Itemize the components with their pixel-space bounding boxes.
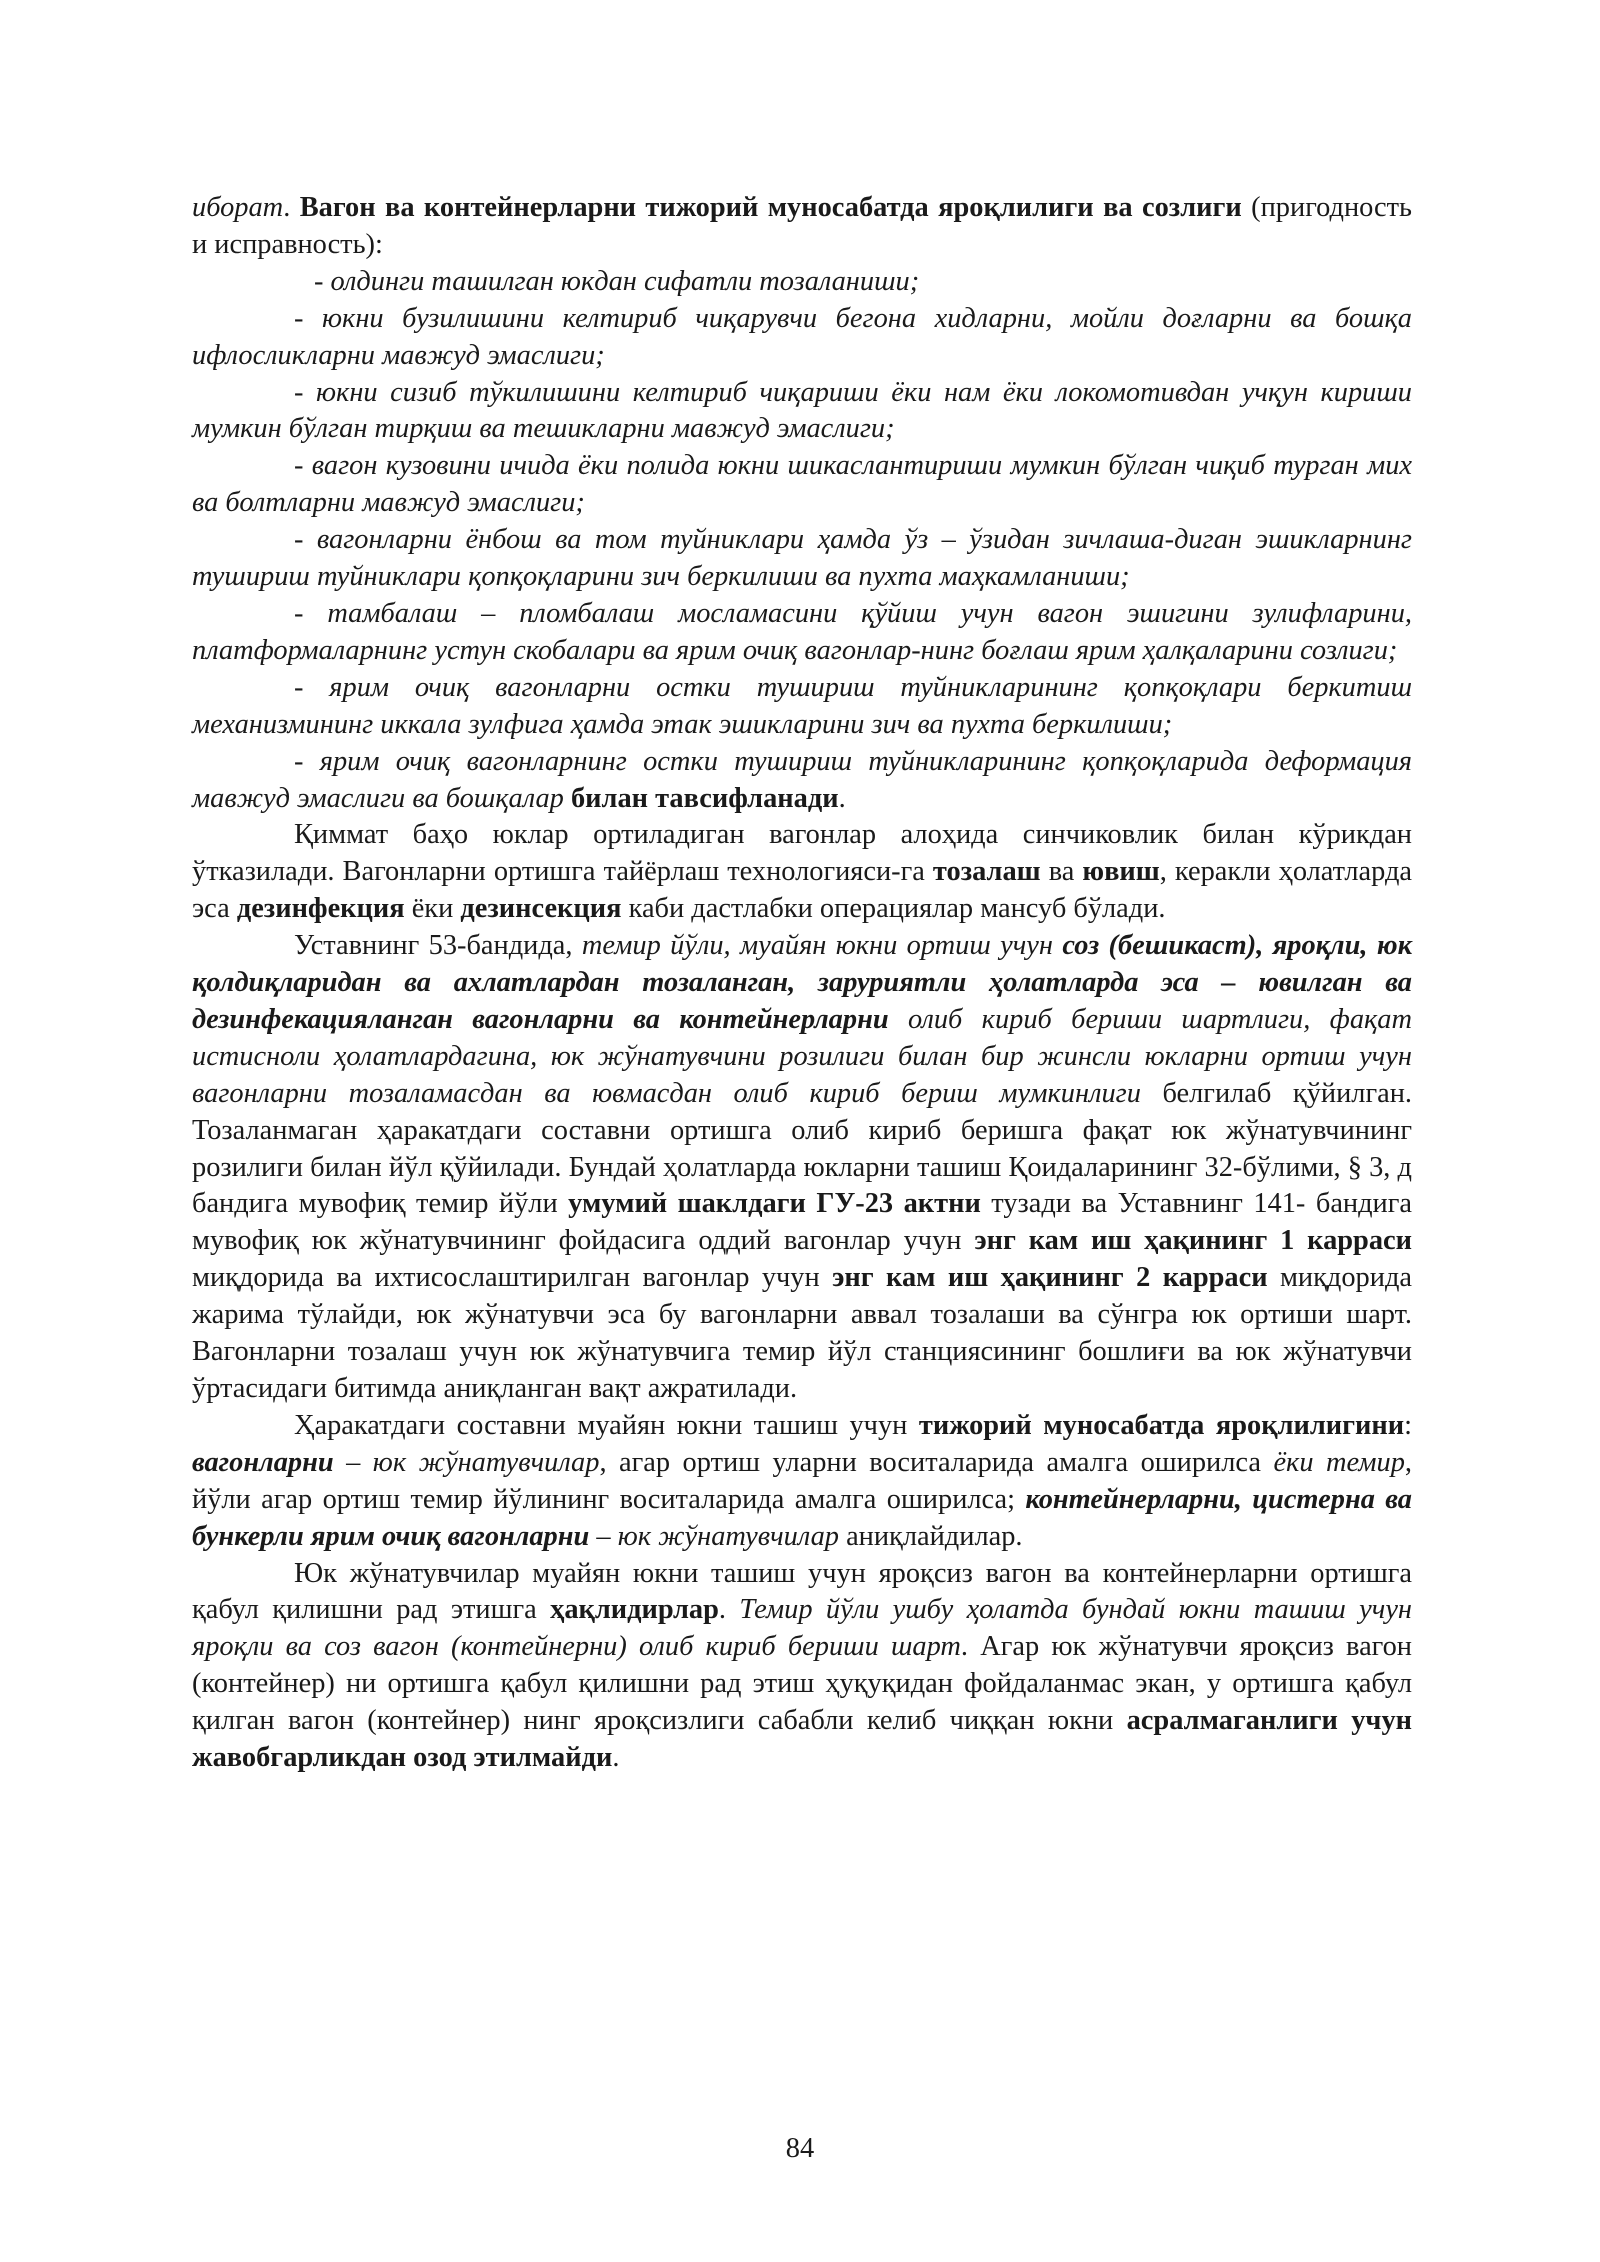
text-run: дезинфекция: [236, 893, 405, 925]
text-run: асралмаганлиги учун жавобгарликдан озод этилмайди: [192, 1705, 1412, 1774]
text-run: олиб кириб бериши шартлиги, фақат истисноли ҳолатлардагина, юк жўнатувчини розилиги билан бир жинсли юкларни ортиш учун вагонларни тозаламасдан ва ювмасдан олиб кириб бериш мумкинлиги: [192, 1003, 1412, 1109]
text-run: миқдорида ва ихтисослаштирилган вагонлар учун: [192, 1262, 833, 1294]
text-run: Темир йўли ушбу ҳолатда бундай юкни ташиш учун яроқли ва соз вагон (контейнерни) олиб кириб бериши шарт: [192, 1594, 1413, 1663]
text-run: иборат: [192, 192, 284, 223]
list-item-last: [192, 744, 1412, 818]
text-run: , керакли ҳолатларда эса: [192, 856, 1413, 925]
text-run: тозалаш: [932, 856, 1041, 888]
text-run: умумий шаклдаги ГУ-23 актни: [568, 1188, 981, 1220]
list-item: - юкни сизиб тўкилишини келтириб чиқариши ёки нам ёки локомотивдан учқун кириши мумкин бўлган тирқиш ва тешикларни мавжуд эмаслиги;: [192, 376, 1412, 445]
text-run: .: [838, 782, 846, 814]
text-run: ювиш: [1082, 856, 1160, 888]
text-run: – юк жўнатувчилар: [589, 1520, 839, 1552]
text-run: темир йўли, муайян юкни ортиш учун: [581, 930, 1063, 962]
body-paragraph: [192, 817, 1412, 928]
text-run: ёки темир: [1273, 1446, 1405, 1478]
text-run: каби дастлабки операциялар мансуб бўлади.: [621, 893, 1166, 925]
text-run: белгилаб қўйилган. Тозаланмаган ҳаракатдаги составни ортишга олиб кириб беришга фақат юк жўнатувчининг розилиги билан йўл қўйилади. Бундай ҳолатларда юкларни ташиш Қоидаларининг 32-бўлими, § 3, д бандига мувофиқ темир йўли: [192, 1077, 1412, 1220]
text-run: тижорий муносабатда яроқлилигини: [918, 1409, 1405, 1441]
text-run: –: [333, 1446, 373, 1478]
text-run: , агар ортиш уларни воситаларида амалга оширилса: [599, 1446, 1274, 1478]
text-run: ва: [1040, 856, 1083, 888]
list-item: - ярим очиқ вагонларни остки тушириш туйникларининг қопқоқлари беркитиш механизмининг иккала зулфига ҳамда этак эшикларини зич ва пухта беркилиши;: [192, 671, 1412, 740]
text-run: соз (бешикаст), яроқли, юк қолдиқларидан ва ахлатлардан тозаланган, заруриятли ҳолатларда эса – ювилган ва дезинфекацияланган вагонларни ва контейнерларни: [192, 930, 1412, 1035]
text-run: ёки: [404, 893, 461, 925]
text-run: - ярим очиқ вагонларнинг остки тушириш туйникларининг қопқоқларида деформация мавжуд эмаслиги ва бошқалар: [192, 745, 1412, 814]
text-run: , йўли агар ортиш темир йўлининг воситаларида амалга оширилса;: [192, 1446, 1413, 1515]
list-item: - вагонларни ёнбош ва том туйниклари ҳамда ўз – ўзидан зичлаша-диган эшикларнинг тушириш туйниклари қопқоқларини зич беркилиши ва пухта маҳкамланиши;: [192, 524, 1412, 593]
text-run: дезинсекция: [460, 893, 622, 925]
list-item: - юкни бузилишини келтириб чиқарувчи бегона хидларни, мойли доғларни ва бошқа ифлосликларни мавжуд эмаслиги;: [192, 302, 1412, 371]
text-run: юк жўнатувчилар: [372, 1446, 600, 1478]
text-run: контейнерларни, цистерна ва бункерли ярим очиқ вагонларни: [192, 1483, 1412, 1552]
body-paragraph: [192, 1408, 1412, 1556]
intro-paragraph: [192, 190, 1412, 264]
text-run: миқдорида жарима тўлайди, юк жўнатувчи эса бу вагонларни аввал тозалаши ва сўнгра юк ортиши шарт. Вагонларни тозалаш учун юк жўнатувчига темир йўл станциясининг бошлиғи ва юк жўнатувчи ўртасидаги битимда аниқланган вақт ажратилади.: [192, 1262, 1412, 1404]
text-run: .: [718, 1594, 740, 1626]
text-run: .: [283, 192, 300, 223]
text-run: [564, 783, 571, 814]
text-run: Юк жўнатувчилар муайян юкни ташиш учун яроқсиз вагон ва контейнерларни ортишга қабул қилишни рад этишга: [192, 1557, 1412, 1626]
text-run: энг кам иш ҳақининг 2 карраси: [832, 1262, 1268, 1294]
text-run: ҳақлидирлар: [550, 1594, 719, 1626]
text-run: билан тавсифланади: [570, 782, 839, 814]
list-item: - олдинги ташилган юкдан сифатли тозаланиши;: [314, 265, 920, 297]
text-run: :: [1404, 1409, 1412, 1441]
list-item: - вагон кузовини ичида ёки полида юкни шикаслантириши мумкин бўлган чиқиб турган мих ва болтларни мавжуд эмаслиги;: [192, 450, 1412, 519]
text-run: аниқлайдилар.: [838, 1520, 1023, 1552]
body-paragraph: [192, 1556, 1412, 1777]
text-run: Ҳаракатдаги составни муайян юкни ташиш учун: [294, 1409, 919, 1441]
document-page: [192, 190, 1412, 1777]
page-number: 84: [785, 2133, 815, 2164]
text-run: . Агар юк жўнатувчи яроқсиз вагон (контейнер) ни ортишга қабул қилишни рад этиш ҳуқуқидан фойдаланмас экан, у ортишга қабул қилган вагон (контейнер) нинг яроқсизлиги сабабли келиб чиққан юкни: [192, 1631, 1413, 1737]
text-run: вагонларни: [192, 1446, 334, 1478]
text-run: Вагон ва контейнерларни тижорий муносабатда яроқлилиги ва созлиги: [299, 192, 1242, 223]
list-item: - тамбалаш – пломбалаш мосламасини қўйиш учун вагон эшигини зулифларини, платформаларнинг устун скобалари ва ярим очиқ вагонлар-нинг боғлаш ярим ҳалқаларини созлиги;: [192, 597, 1412, 666]
text-run: (пригодность и исправность):: [192, 192, 1413, 260]
text-run: Уставнинг 53-бандида,: [294, 930, 582, 962]
body-paragraph: [192, 928, 1412, 1408]
text-run: тузади ва Уставнинг 141- бандига мувофиқ юк жўнатувчининг фойдасига оддий вагонлар учун: [192, 1188, 1412, 1257]
text-run: .: [612, 1742, 620, 1774]
text-run: энг кам иш ҳақининг 1 карраси: [974, 1225, 1412, 1257]
text-run: Қиммат баҳо юклар ортиладиган вагонлар алоҳида синчиковлик билан кўрикдан ўтказилади. Вагонларни ортишга тайёрлаш технологияси-га: [192, 819, 1412, 888]
